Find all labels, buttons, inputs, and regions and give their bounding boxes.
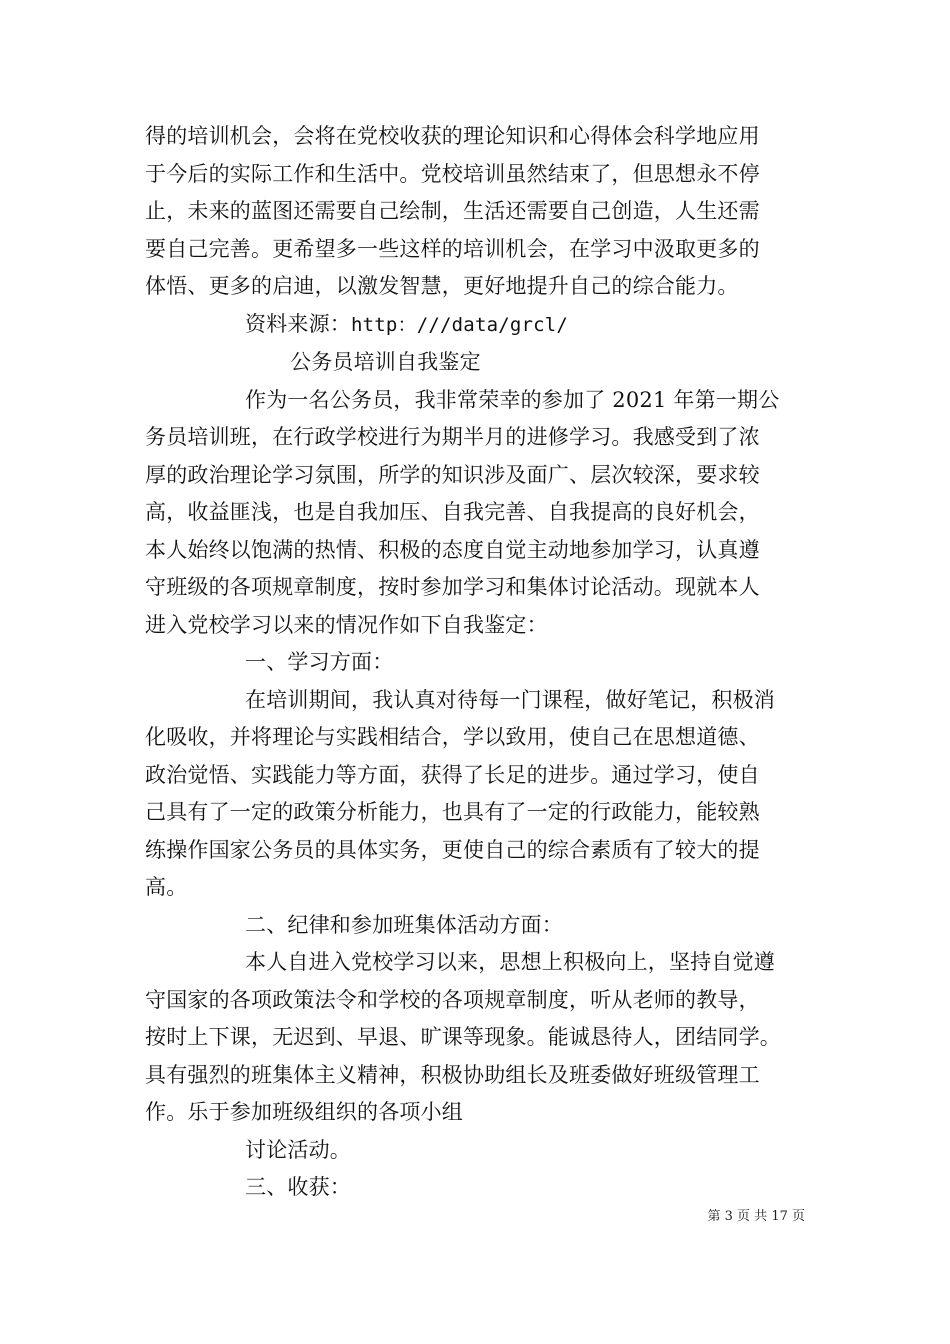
paragraph-line: 本人始终以饱满的热情、积极的态度自觉主动地参加学习，认真遵 xyxy=(145,537,760,562)
paragraph-line: 按时上下课，无迟到、早退、旷课等现象。能诚恳待人，团结同学。 xyxy=(145,1025,781,1049)
paragraph-line: 作为一名公务员，我非常荣幸的参加了 2021 年第一期公 xyxy=(245,387,780,412)
paragraph-line: 政治觉悟、实践能力等方面，获得了长足的进步。通过学习，使自 xyxy=(145,762,760,787)
paragraph-line: 作。乐于参加班级组织的各项小组 xyxy=(145,1100,463,1124)
paragraph-line: 练操作国家公务员的具体实务，更使自己的综合素质有了较大的提 xyxy=(145,837,760,862)
paragraph-line: 高，收益匪浅，也是自我加压、自我完善、自我提高的良好机会， xyxy=(145,500,760,524)
paragraph-line: 化吸收，并将理论与实践相结合，学以致用，使自己在思想道德、 xyxy=(145,725,760,749)
body-line: 于今后的实际工作和生活中。党校培训虽然结束了，但思想永不停 xyxy=(145,161,760,186)
body-line: 得的培训机会，会将在党校收获的理论知识和心得体会科学地应用 xyxy=(145,124,760,148)
paragraph-line: 进入党校学习以来的情况作如下自我鉴定： xyxy=(145,612,548,637)
document-title: 公务员培训自我鉴定 xyxy=(290,350,481,374)
paragraph-line: 守国家的各项政策法令和学校的各项规章制度，听从老师的教导， xyxy=(145,987,760,1012)
paragraph-line: 务员培训班，在行政学校进行为期半月的进修学习。我感受到了浓 xyxy=(145,425,760,449)
paragraph-line: 高。 xyxy=(145,875,188,899)
section-heading: 三、收获： xyxy=(245,1175,351,1199)
paragraph-line: 守班级的各项规章制度，按时参加学习和集体讨论活动。现就本人 xyxy=(145,575,760,599)
source-line xyxy=(145,306,815,345)
paragraph-line: 本人自进入党校学习以来，思想上积极向上，坚持自觉遵 xyxy=(245,950,775,974)
section-heading: 二、纪律和参加班集体活动方面： xyxy=(245,912,563,937)
paragraph-line: 厚的政治理论学习氛围，所学的知识涉及面广、层次较深，要求较 xyxy=(145,462,760,487)
source-label: 资料来源： xyxy=(245,311,351,336)
section-heading: 一、学习方面： xyxy=(245,650,394,674)
paragraph-line: 讨论活动。 xyxy=(245,1137,351,1162)
paragraph-line: 己具有了一定的政策分析能力，也具有了一定的行政能力，能较熟 xyxy=(145,800,760,824)
source-url: http：///data/grcl/ xyxy=(351,313,569,336)
body-line: 体悟、更多的启迪，以激发智慧，更好地提升自己的综合能力。 xyxy=(145,274,739,298)
body-line: 止，未来的蓝图还需要自己绘制，生活还需要自己创造，人生还需 xyxy=(145,199,760,223)
paragraph-line: 在培训期间，我认真对待每一门课程，做好笔记，积极消 xyxy=(245,687,775,712)
document-body xyxy=(145,118,815,1207)
body-line: 要自己完善。更希望多一些这样的培训机会，在学习中汲取更多的 xyxy=(145,236,760,261)
page-number: 第 3 页 共 17 页 xyxy=(707,1209,805,1224)
paragraph-line: 具有强烈的班集体主义精神，积极协助组长及班委做好班级管理工 xyxy=(145,1062,760,1087)
